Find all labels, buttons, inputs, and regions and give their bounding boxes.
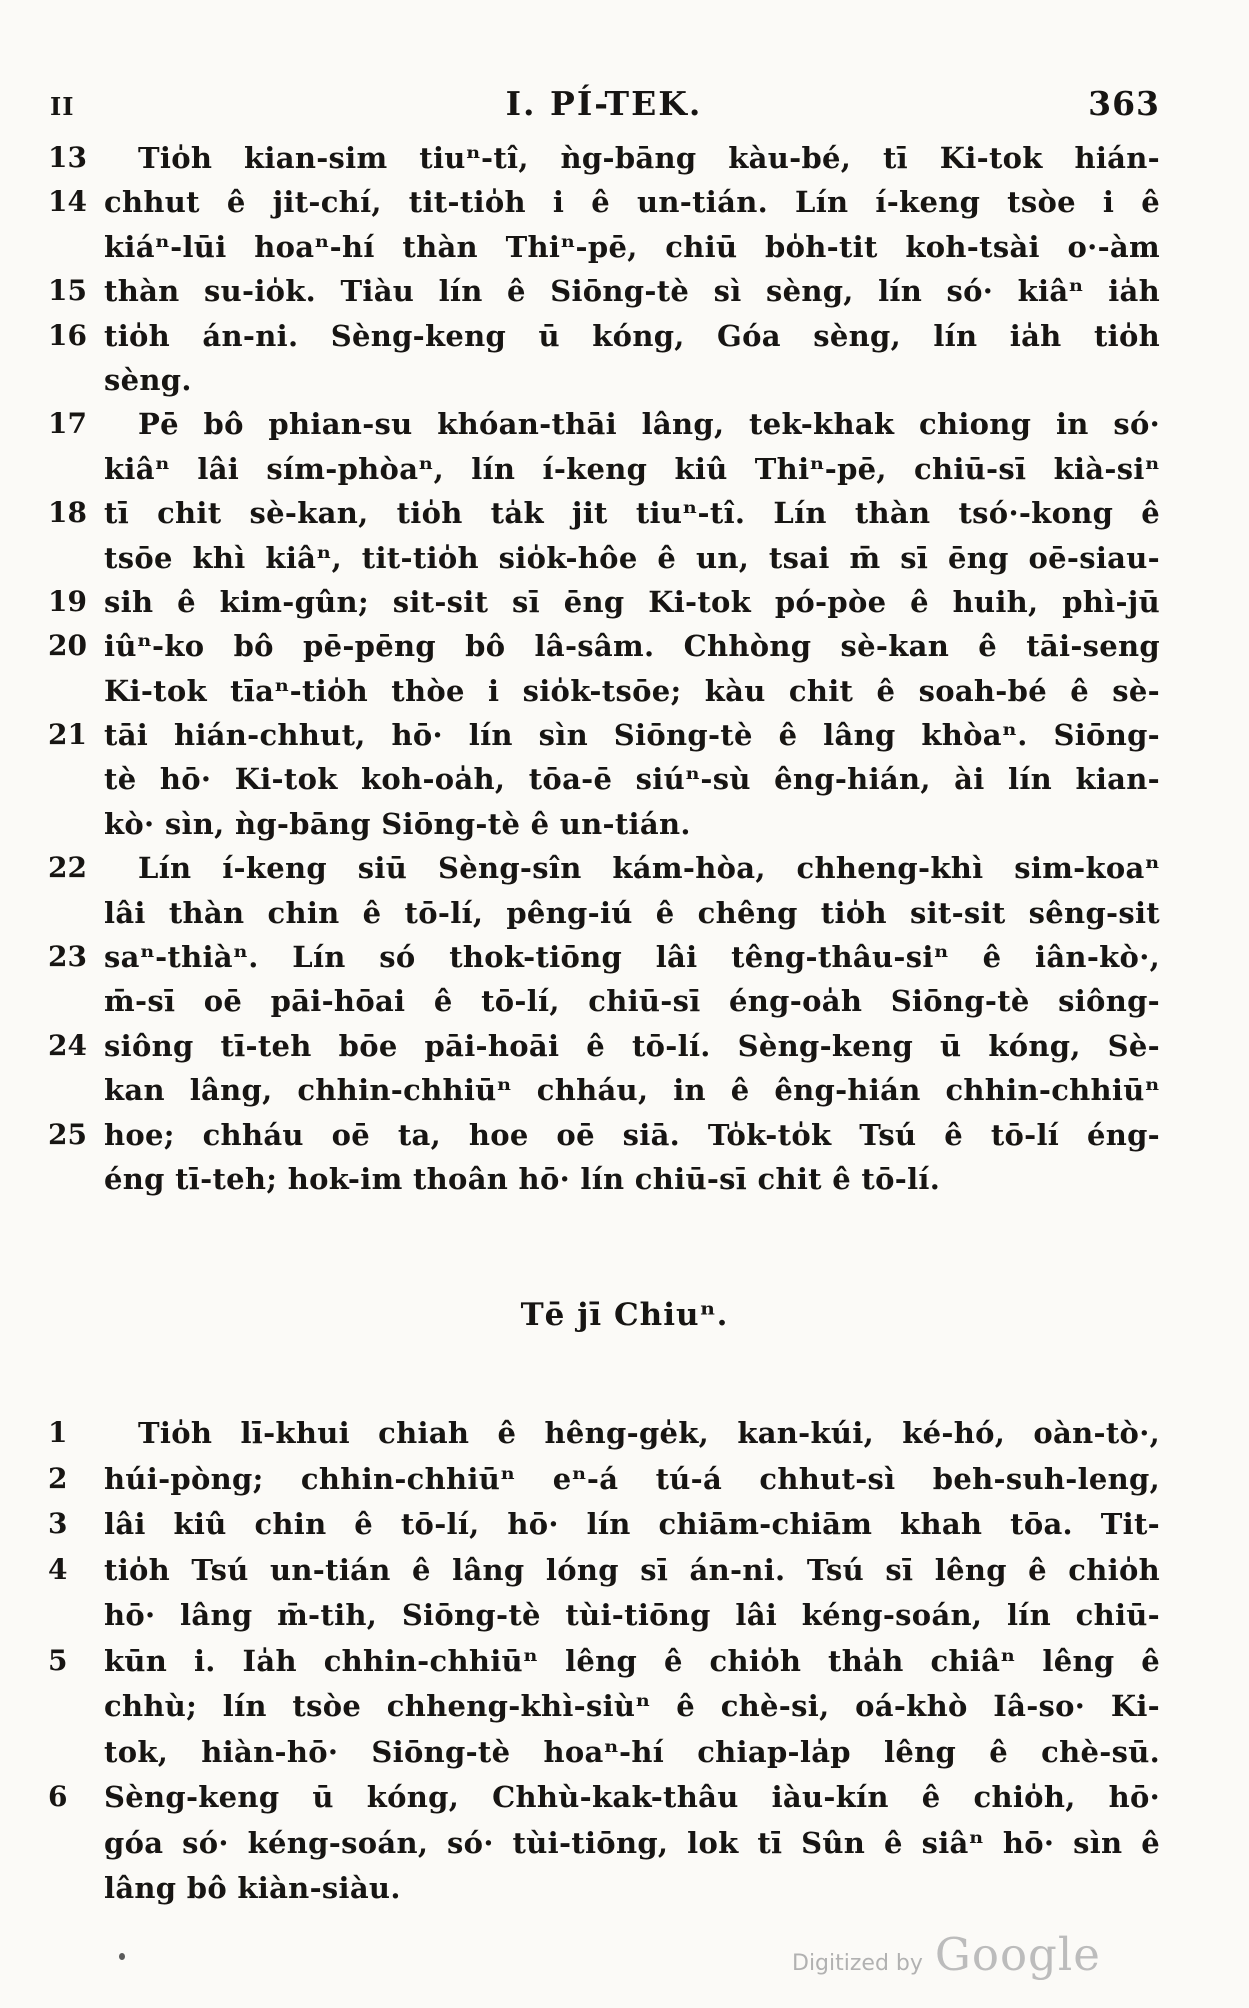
- running-title: I. PÍ-TEK.: [505, 84, 703, 123]
- verse-line: [48, 1457, 1160, 1503]
- verse-text: lâi thàn chin ê tō-lí, pêng-iú ê chêng tio̍h sit-sit sêng-sit: [104, 895, 1160, 930]
- verse-line: [48, 802, 1160, 846]
- verse-text: kan lâng, chhin-chhiūⁿ chháu, in ê êng-hián chhin-chhiūⁿ: [104, 1073, 1160, 1108]
- verse-line: [48, 1593, 1160, 1639]
- verse-number: 19: [48, 584, 87, 618]
- verse-text: tio̍h án-ni. Sèng-keng ū kóng, Góa sèng, lín ia̍h tio̍h: [104, 318, 1160, 353]
- verse-text: kiáⁿ-lūi hoaⁿ-hí thàn Thiⁿ-pē, chiū bo̍h-tit koh-tsài o·-àm: [104, 229, 1160, 264]
- verse-number: 1: [48, 1416, 68, 1449]
- verse-line: [48, 269, 1160, 313]
- verse-number: 17: [48, 407, 87, 441]
- verse-number: 18: [48, 496, 87, 530]
- verse-text: thàn su-io̍k. Tiàu lín ê Siōng-tè sì sèng, lín só· kiâⁿ ia̍h: [104, 274, 1160, 309]
- verse-line: [48, 1684, 1160, 1730]
- verse-text: sih ê kim-gûn; sit-sit sī ēng Ki-tok pó-pòe ê huih, phì-jū: [104, 584, 1160, 619]
- verse-line: [48, 580, 1160, 624]
- verse-text: hō· lâng m̄-tih, Siōng-tè tùi-tiōng lâi kéng-soán, lín chiū-: [104, 1598, 1160, 1632]
- google-logo: Google: [934, 1928, 1101, 1981]
- verse-text: kiâⁿ lâi sím-phòaⁿ, lín í-keng kiû Thiⁿ-pē, chiū-sī kià-siⁿ: [104, 451, 1160, 486]
- verse-number: 3: [48, 1507, 68, 1540]
- verse-text: siông tī-teh bōe pāi-hoāi ê tō-lí. Sèng-keng ū kóng, Sè-: [104, 1028, 1160, 1063]
- verse-line: [48, 935, 1160, 979]
- verse-text: Ki-tok tīaⁿ-tio̍h thòe i sio̍k-tsōe; kàu chit ê soah-bé ê sè-: [104, 673, 1160, 708]
- verse-line: [48, 1775, 1160, 1821]
- verse-line: [48, 180, 1160, 224]
- verse-number: 20: [48, 629, 87, 663]
- verse-text: éng tī-teh; hok-im thoân hō· lín chiū-sī chit ê tō-lí.: [104, 1161, 941, 1196]
- verse-number: 24: [48, 1028, 87, 1062]
- verse-line: [48, 1157, 1160, 1201]
- verse-number: 2: [48, 1461, 68, 1495]
- verse-line: [48, 1068, 1160, 1112]
- verse-text: saⁿ-thiàⁿ. Lín só thok-tiōng lâi têng-thâu-siⁿ ê iân-kò·,: [104, 940, 1160, 975]
- verse-text: lâi kiû chin ê tō-lí, hō· lín chiām-chiām khah tōa. Tit-: [104, 1507, 1160, 1541]
- verse-line: [48, 1821, 1160, 1867]
- verse-text: tio̍h Tsú un-tián ê lâng lóng sī án-ni. Tsú sī lêng ê chio̍h: [104, 1552, 1160, 1587]
- verse-line: [48, 491, 1160, 535]
- verse-line: [48, 536, 1160, 580]
- verse-text: húi-pòng; chhin-chhiūⁿ eⁿ-á tú-á chhut-sì beh-suh-leng,: [104, 1461, 1160, 1496]
- verse-text: lâng bô kiàn-siàu.: [104, 1871, 401, 1905]
- digitization-watermark: [792, 1928, 1101, 1981]
- verse-line: [48, 314, 1160, 358]
- verse-number: 21: [48, 718, 87, 752]
- verse-line: [48, 225, 1160, 269]
- chapter2-verse-block: [48, 1411, 1160, 1912]
- verse-line: [48, 402, 1160, 446]
- verse-number: 16: [48, 318, 87, 352]
- verse-text: hoe; chháu oē ta, hoe oē siā. To̍k-to̍k Tsú ê tō-lí éng-: [104, 1117, 1160, 1152]
- verse-line: [48, 1639, 1160, 1685]
- verse-line: [48, 1866, 1160, 1912]
- verse-line: [48, 669, 1160, 713]
- verse-text: tāi hián-chhut, hō· lín sìn Siōng-tè ê lâng khòaⁿ. Siōng-: [104, 718, 1160, 753]
- verse-text: tè hō· Ki-tok koh-oa̍h, tōa-ē siúⁿ-sù êng-hián, ài lín kian-: [104, 762, 1160, 797]
- verse-number: 25: [48, 1117, 87, 1151]
- verse-line: [48, 1730, 1160, 1776]
- verse-line: [48, 979, 1160, 1023]
- verse-text: chhut ê jit-chí, tit-tio̍h i ê un-tián. Lín í-keng tsòe i ê: [104, 185, 1160, 220]
- verse-line: [48, 624, 1160, 668]
- verse-text: m̄-sī oē pāi-hōai ê tō-lí, chiū-sī éng-oa̍h Siōng-tè siông-: [104, 984, 1160, 1019]
- verse-number: 6: [48, 1780, 68, 1813]
- verse-line: [48, 447, 1160, 491]
- chapter1-verse-block: [48, 136, 1160, 1201]
- verse-number: 13: [48, 141, 87, 174]
- verse-text: Lín í-keng siū Sèng-sîn kám-hòa, chheng-khì sim-koaⁿ: [138, 851, 1160, 886]
- verse-number: 4: [48, 1552, 68, 1586]
- chapter-heading: Tē jī Chiuⁿ.: [520, 1297, 729, 1333]
- digitized-by-label: Digitized by: [792, 1951, 923, 1976]
- verse-text: Sèng-keng ū kóng, Chhù-kak-thâu iàu-kín ê chio̍h, hō·: [104, 1780, 1160, 1814]
- verse-line: [48, 358, 1160, 402]
- page-header: [48, 84, 1160, 128]
- verse-text: tok, hiàn-hō· Siōng-tè hoaⁿ-hí chiap-la̍p lêng ê chè-sū.: [104, 1734, 1160, 1769]
- verse-text: Pē bô phian-su khóan-thāi lâng, tek-khak chiong in só·: [138, 407, 1160, 442]
- verse-text: tī chit sè-kan, tio̍h ta̍k jit tiuⁿ-tî. Lín thàn tsó·-kong ê: [104, 496, 1160, 531]
- verse-line: [48, 1548, 1160, 1594]
- verse-text: kò· sìn, ǹg-bāng Siōng-tè ê un-tián.: [104, 806, 691, 841]
- verse-number: 14: [48, 185, 87, 219]
- verse-line: [48, 846, 1160, 890]
- verse-number: 22: [48, 851, 87, 885]
- verse-text: chhù; lín tsòe chheng-khì-siùⁿ ê chè-si, oá-khò Iâ-so· Ki-: [104, 1689, 1160, 1723]
- verse-text: tsōe khì kiâⁿ, tit-tio̍h sio̍k-hôe ê un, tsai m̄ sī ēng oē-siau-: [104, 540, 1160, 575]
- verse-number: 5: [48, 1643, 68, 1677]
- signature-mark: II: [50, 92, 75, 121]
- verse-number: 23: [48, 940, 87, 974]
- verse-text: kūn i. Ia̍h chhin-chhiūⁿ lêng ê chio̍h tha̍h chiâⁿ lêng ê: [104, 1643, 1160, 1678]
- verse-line: [48, 1113, 1160, 1157]
- verse-line: [48, 891, 1160, 935]
- verse-text: iûⁿ-ko bô pē-pēng bô lâ-sâm. Chhòng sè-kan ê tāi-seng: [104, 629, 1160, 664]
- verse-text: góa só· kéng-soán, só· tùi-tiōng, lok tī Sûn ê siâⁿ hō· sìn ê: [104, 1825, 1160, 1860]
- verse-line: [48, 1411, 1160, 1457]
- verse-line: [48, 136, 1160, 180]
- verse-number: 15: [48, 274, 87, 308]
- verse-text: Tio̍h kian-sim tiuⁿ-tî, ǹg-bāng kàu-bé, tī Ki-tok hián-: [138, 141, 1160, 175]
- ink-speck: [119, 1953, 125, 1960]
- verse-line: [48, 713, 1160, 757]
- verse-text: sèng.: [104, 362, 192, 397]
- verse-line: [48, 1502, 1160, 1548]
- verse-text: Tio̍h lī-khui chiah ê hêng-ge̍k, kan-kúi, ké-hó, oàn-tò·,: [138, 1416, 1160, 1450]
- page-number: 363: [1088, 84, 1160, 123]
- verse-line: [48, 1024, 1160, 1068]
- verse-line: [48, 757, 1160, 801]
